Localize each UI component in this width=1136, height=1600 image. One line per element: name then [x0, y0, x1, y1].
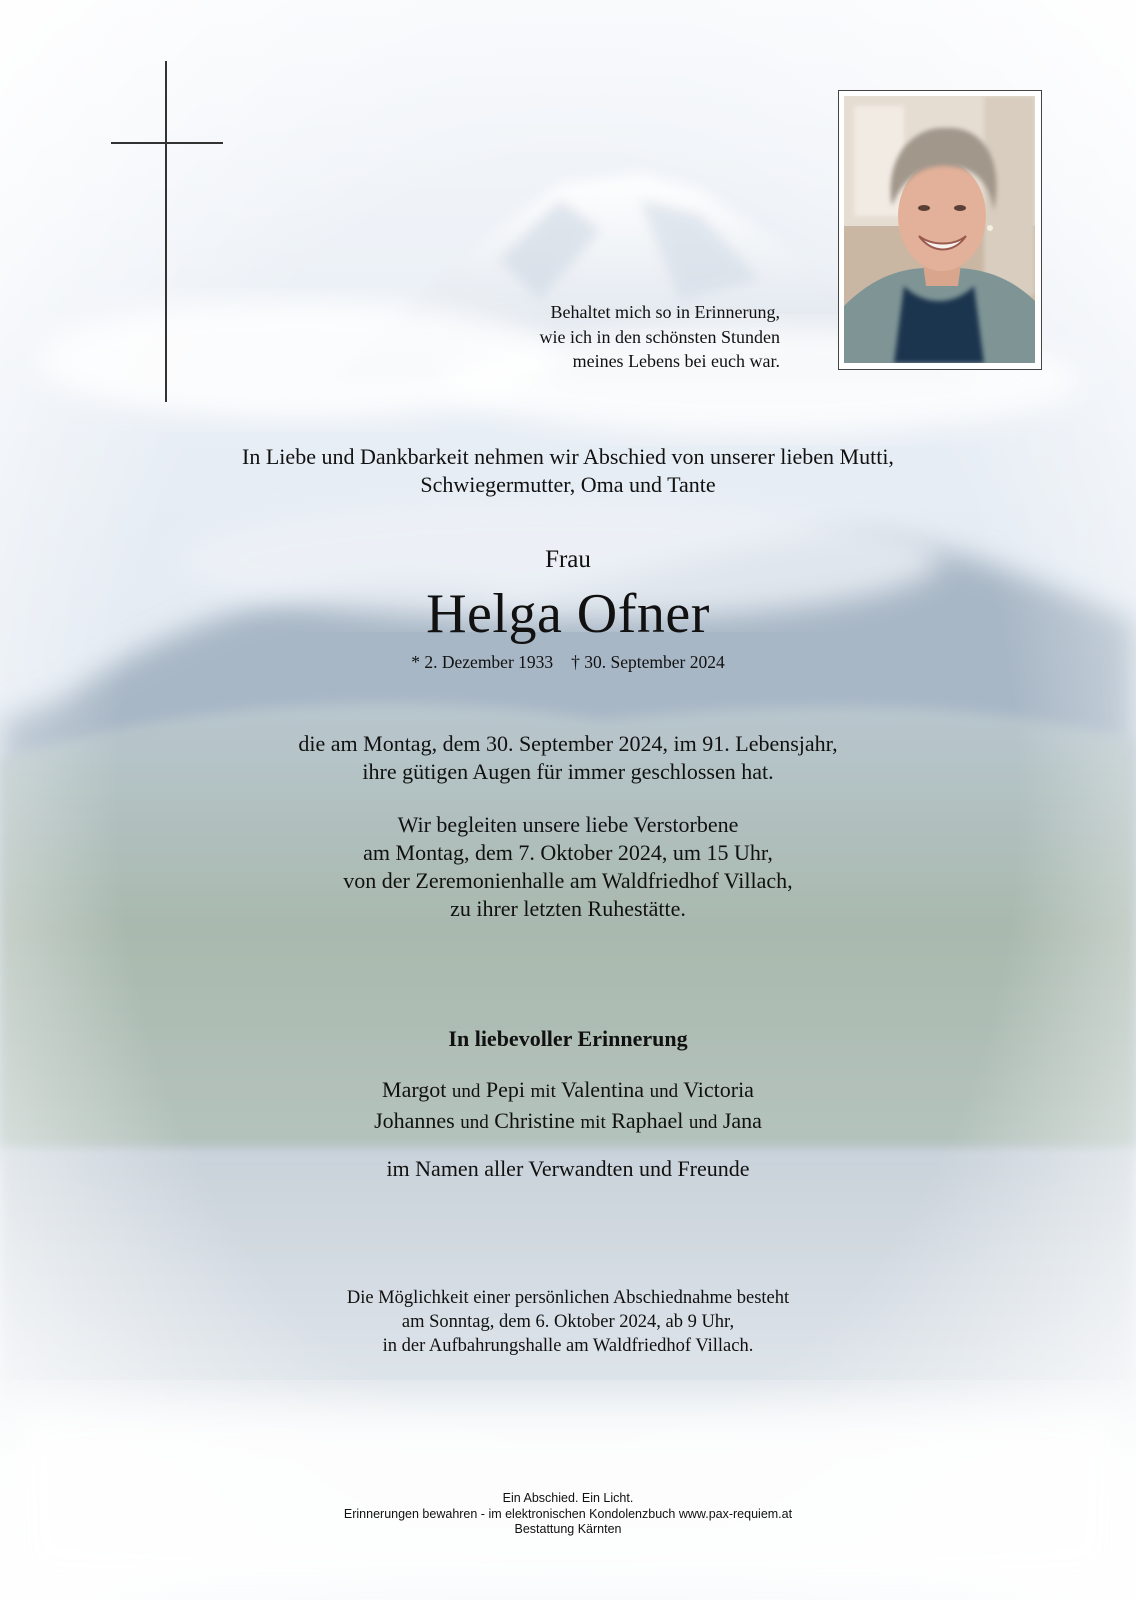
- paragraph-line: von der Zeremonienhalle am Waldfriedhof Villach,: [343, 868, 793, 893]
- viewing-line: Die Möglichkeit einer persönlichen Abschiednahme besteht: [346, 1288, 790, 1308]
- cross-icon-horizontal: [111, 142, 223, 144]
- paragraph-line: die am Montag, dem 30. September 2024, im 91. Lebensjahr,: [298, 731, 838, 756]
- family-member: Raphael: [611, 1108, 684, 1133]
- family-line: [0, 1075, 1136, 1106]
- memory-heading: In liebevoller Erinnerung: [448, 1026, 688, 1051]
- cross-icon-vertical: [165, 61, 167, 402]
- family-line: [0, 1106, 1136, 1137]
- memorial-motto: [440, 300, 780, 374]
- family-member: Johannes: [374, 1108, 455, 1133]
- relatives-line: im Namen aller Verwandten und Freunde: [386, 1156, 750, 1181]
- portrait-photo: [844, 96, 1035, 363]
- intro-line: In Liebe und Dankbarkeit nehmen wir Abschied von unserer lieben Mutti,: [242, 444, 894, 469]
- family-member: Jana: [722, 1108, 762, 1133]
- paragraph-line: zu ihrer letzten Ruhestätte.: [450, 896, 686, 921]
- salutation: Frau: [545, 546, 591, 573]
- family-member: Victoria: [683, 1077, 754, 1102]
- viewing-notice: [0, 1286, 1136, 1358]
- paragraph-line: am Montag, dem 7. Oktober 2024, um 15 Uhr,: [363, 840, 773, 865]
- portrait-photo-frame: [838, 90, 1042, 370]
- footer-tagline: Ein Abschied. Ein Licht.: [502, 1491, 634, 1505]
- death-notice-paragraph: [0, 730, 1136, 786]
- motto-line: wie ich in den schönsten Stunden: [539, 326, 780, 347]
- family-member: Margot: [382, 1077, 447, 1102]
- deceased-name: Helga Ofner: [426, 583, 710, 645]
- paragraph-line: Wir begleiten unsere liebe Verstorbene: [397, 812, 739, 837]
- family-connector: mit: [580, 1112, 606, 1133]
- family-member: Valentina: [560, 1077, 645, 1102]
- family-member: Pepi: [485, 1077, 526, 1102]
- family-connector: und: [460, 1112, 489, 1133]
- footer: [0, 1491, 1136, 1538]
- family-list: [0, 1075, 1136, 1137]
- birth-date: * 2. Dezember 1933: [411, 652, 554, 672]
- intro-line: Schwiegermutter, Oma und Tante: [420, 472, 716, 497]
- viewing-line: in der Aufbahrungshalle am Waldfriedhof Villach.: [382, 1336, 754, 1356]
- family-connector: und: [451, 1081, 481, 1102]
- motto-line: meines Lebens bei euch war.: [572, 351, 780, 371]
- paragraph-line: ihre gütigen Augen für immer geschlossen hat.: [362, 759, 774, 784]
- footer-company: Bestattung Kärnten: [514, 1522, 622, 1536]
- death-date: † 30. September 2024: [571, 652, 725, 672]
- life-dates: [0, 652, 1136, 673]
- viewing-line: am Sonntag, dem 6. Oktober 2024, ab 9 Uhr,: [401, 1312, 735, 1332]
- family-connector: und: [688, 1112, 718, 1133]
- family-connector: mit: [530, 1081, 556, 1102]
- motto-line: Behaltet mich so in Erinnerung,: [550, 302, 780, 322]
- intro-text: [0, 443, 1136, 499]
- funeral-paragraph: [0, 811, 1136, 923]
- family-member: Christine: [494, 1108, 575, 1133]
- portrait-image: [844, 96, 1035, 363]
- footer-condolence-link[interactable]: Erinnerungen bewahren - im elektronischen Kondolenzbuch www.pax-requiem.at: [343, 1506, 793, 1521]
- family-connector: und: [649, 1081, 679, 1102]
